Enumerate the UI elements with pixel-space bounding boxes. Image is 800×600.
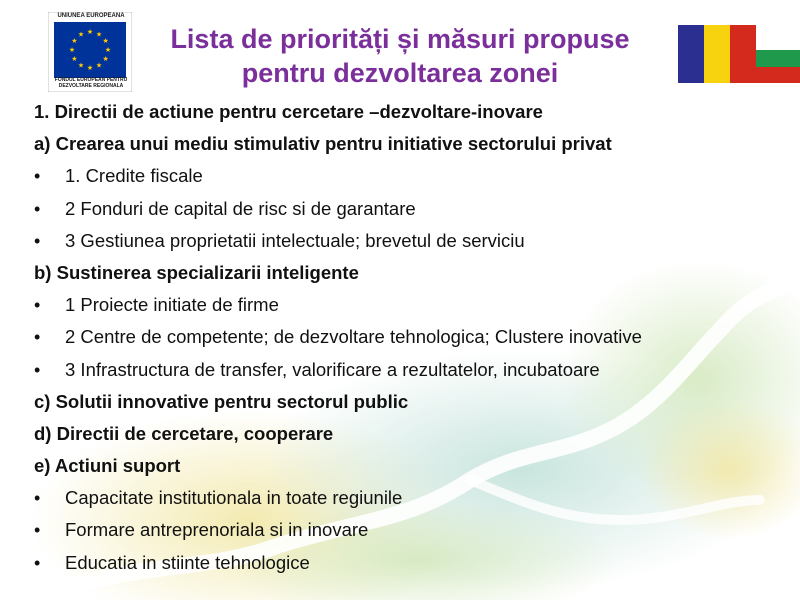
heading-cdi-directions: 1. Directii de actiune pentru cercetare –dezvoltare-inovare (34, 101, 543, 122)
list-item: • Formare antreprenoriala si in inovare (34, 514, 784, 546)
svg-text:★: ★ (104, 46, 112, 54)
bullet-icon: • (34, 230, 41, 251)
heading-smart-specialization: b) Sustinerea specializarii inteligente (34, 261, 359, 283)
list-item: • 3 Gestiunea proprietatii intelectuale; brevetul de serviciu (34, 225, 784, 257)
svg-text:★: ★ (71, 55, 78, 63)
svg-text:★: ★ (86, 28, 94, 36)
svg-text:★: ★ (95, 61, 103, 70)
bullet-icon: • (34, 359, 41, 380)
svg-text:★: ★ (71, 37, 78, 45)
bullet-icon: • (34, 198, 41, 219)
svg-text:★: ★ (86, 64, 94, 72)
list-item: • 2 Centre de competente; de dezvoltare tehnologica; Clustere inovative (34, 321, 784, 353)
svg-text:★: ★ (77, 30, 85, 39)
heading-private-sector: a) Crearea unui mediu stimulativ pentru initiative sectorului privat (34, 133, 612, 155)
content-list (34, 96, 784, 579)
svg-text:★: ★ (77, 61, 85, 70)
bullet-icon: • (34, 552, 41, 573)
eu-caption-bottom: FONDUL EUROPEAN PENTRU DEZVOLTARE REGIONALA (54, 77, 128, 89)
list-item: • Capacitate institutionala in toate regiunile (34, 482, 784, 514)
bullet-icon: • (34, 166, 41, 187)
svg-text:★: ★ (95, 30, 103, 39)
heading-support-actions: e) Actiuni suport (34, 455, 181, 477)
list-item: • Educatia in stiinte tehnologice (34, 547, 784, 579)
romania-bulgaria-flags-icon (678, 25, 800, 83)
bullet-icon: • (34, 327, 41, 348)
list-item: • 1 Proiecte initiate de firme (34, 289, 784, 321)
title-line-2: pentru dezvoltarea zonei (241, 58, 559, 88)
eu-caption-top: UNIUNEA EUROPEANA (57, 13, 125, 19)
bullet-icon: • (34, 520, 41, 541)
svg-text:★: ★ (102, 55, 109, 63)
svg-text:★: ★ (102, 37, 109, 45)
heading-research-cooperation: d) Directii de cercetare, cooperare (34, 422, 334, 444)
list-item: • 3 Infrastructura de transfer, valorificare a rezultatelor, incubatoare (34, 354, 784, 386)
heading-public-sector: c) Solutii innovative pentru sectorul public (34, 390, 409, 412)
title-line-1: Lista de priorități și măsuri propuse (170, 24, 630, 54)
bullet-icon: • (34, 295, 41, 316)
list-item: • 1. Credite fiscale (34, 160, 784, 192)
svg-text:★: ★ (68, 46, 76, 54)
page-title (125, 22, 675, 90)
list-item: • 2 Fonduri de capital de risc si de garantare (34, 193, 784, 225)
bullet-icon: • (34, 488, 41, 509)
